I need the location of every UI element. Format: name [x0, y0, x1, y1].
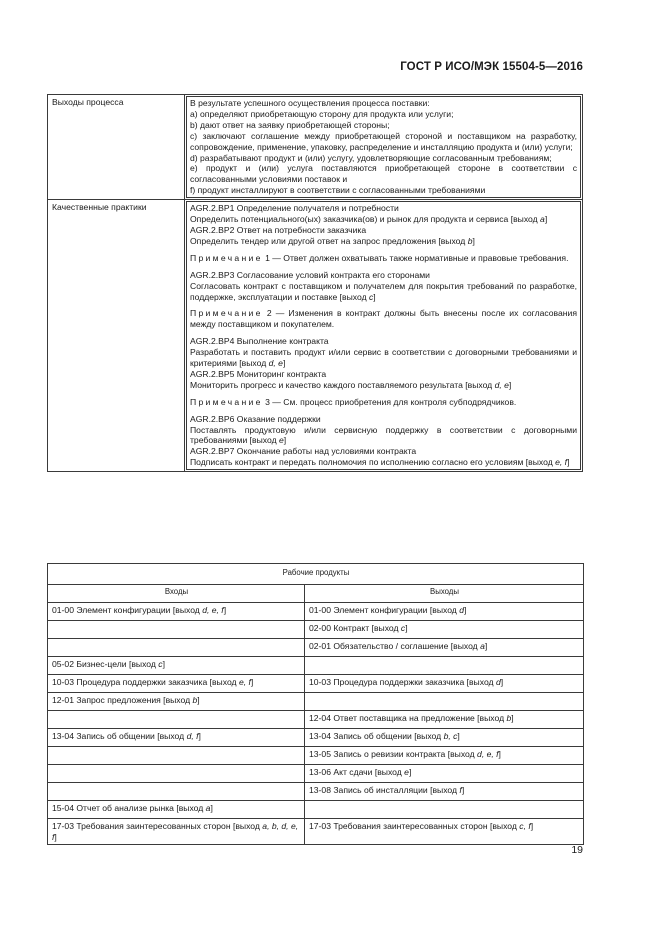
- cell-text: 12-01 Запрос предложения [выход: [52, 695, 193, 705]
- input-cell: 05-02 Бизнес-цели [выход c]: [48, 657, 305, 675]
- bp5-title: AGR.2.BP5 Мониторинг контракта: [190, 368, 327, 379]
- input-cell: 10-03 Процедура поддержки заказчика [выход e, f]: [48, 675, 305, 693]
- output-cell: 13-04 Запись об общении [выход b, c]: [305, 729, 584, 747]
- input-cell: 17-03 Требования заинтересованных сторон [выход a, b, d, e, f]: [48, 819, 305, 845]
- process-outputs-content: [186, 96, 581, 198]
- output-cell: 12-04 Ответ поставщика на предложение [выход b]: [305, 711, 584, 729]
- base-practices-label: Качественные практики: [48, 200, 185, 472]
- cell-text: 17-03 Требования заинтересованных сторон [выход: [52, 821, 263, 831]
- base-practices-content: [186, 201, 581, 470]
- cell-ref: d, f: [186, 731, 199, 741]
- outputs-item-f: f) продукт инсталлируют в соответствии с согласованными требованиями: [190, 185, 486, 196]
- cell-text: 13-06 Акт сдачи [выход: [309, 767, 405, 777]
- outputs-intro: В результате успешного осуществления процесса поставки:: [190, 98, 430, 108]
- cell-text: 12-04 Ответ поставщика на предложение [выход: [309, 713, 507, 723]
- cell-ref: b: [506, 713, 512, 723]
- cell-ref: b, c: [443, 731, 458, 741]
- output-cell: [305, 657, 584, 675]
- table-row: [48, 765, 584, 783]
- input-cell: [48, 621, 305, 639]
- output-cell: 13-08 Запись об инсталляции [выход f]: [305, 783, 584, 801]
- output-cell: 01-00 Элемент конфигурации [выход d]: [305, 603, 584, 621]
- input-cell: [48, 765, 305, 783]
- cell-ref: a, b, d, e, f: [52, 821, 299, 842]
- bp4-description: Разработать и поставить продукт и/или сервис в соответствии с договорными требованиями и критериями [выход d, e]: [190, 347, 577, 369]
- table-row: [48, 675, 584, 693]
- input-cell: 01-00 Элемент конфигурации [выход d, e, f]: [48, 603, 305, 621]
- cell-text: 13-04 Запись об общении [выход: [309, 731, 444, 741]
- bp2-title: AGR.2.BP2 Ответ на потребности заказчика: [190, 224, 367, 235]
- cell-ref: d: [459, 605, 464, 615]
- bp3-description: Согласовать контракт с поставщиком и получателем для покрытия требований по разработке, поддержке, эксплуатации и поставке [выход c]: [190, 280, 577, 302]
- input-cell: [48, 639, 305, 657]
- note-1: Примечание 1 — Ответ должен охватывать также нормативные и правовые требования.: [190, 252, 569, 263]
- input-cell: [48, 747, 305, 765]
- bp7-description: Подписать контракт и передать полномочия по исполнению согласно его условиям [выход e, f]: [190, 457, 570, 468]
- cell-text: 15-04 Отчет об анализе рынка [выход: [52, 803, 206, 813]
- output-cell: 10-03 Процедура поддержки заказчика [выход d]: [305, 675, 584, 693]
- bp1-description: Определить потенциального(ых) заказчика(ов) и рынок для продукта и сервиса [выход a]: [190, 214, 548, 225]
- bp7-title: AGR.2.BP7 Окончание работы над условиями контракта: [190, 446, 417, 457]
- cell-ref: d, e, f: [477, 749, 499, 759]
- bp4-title: AGR.2.BP4 Выполнение контракта: [190, 336, 329, 347]
- output-cell: 17-03 Требования заинтересованных сторон [выход c, f]: [305, 819, 584, 845]
- table-row: [48, 801, 584, 819]
- outputs-column-header: Выходы: [305, 585, 584, 603]
- output-cell: [305, 801, 584, 819]
- process-description-table: [47, 94, 583, 472]
- outputs-item-c: c) заключают соглашение между приобретающей стороной и поставщиком на разработку, сопровождение, применение, упаковку, распределение и инсталляцию продукта и (или) услуги;: [190, 130, 577, 152]
- cell-ref: d: [495, 677, 501, 687]
- table-row: [48, 747, 584, 765]
- cell-ref: b: [192, 695, 198, 705]
- table-row: [48, 729, 584, 747]
- cell-ref: c, f: [519, 821, 531, 831]
- cell-ref: a: [480, 641, 485, 651]
- base-practices-row: [48, 200, 583, 472]
- work-products-caption: Рабочие продукты: [48, 564, 584, 585]
- table-row: [48, 711, 584, 729]
- input-cell: 13-04 Запись об общении [выход d, f]: [48, 729, 305, 747]
- table-row: [48, 621, 584, 639]
- note-3: Примечание 3 — См. процесс приобретения для контроля субподрядчиков.: [190, 396, 517, 407]
- cell-text: 10-03 Процедура поддержки заказчика [выход: [309, 677, 496, 687]
- input-cell: [48, 783, 305, 801]
- table-row: [48, 603, 584, 621]
- table-row: [48, 657, 584, 675]
- input-cell: [48, 711, 305, 729]
- cell-text: 02-00 Контракт [выход: [309, 623, 401, 633]
- cell-ref: e: [404, 767, 409, 777]
- bp6-description: Поставлять продуктовую и/или сервисную поддержку в соответствии с договорными требованиями [выход e]: [190, 424, 577, 446]
- table-row: [48, 639, 584, 657]
- output-cell: 02-01 Обязательство / соглашение [выход a]: [305, 639, 584, 657]
- table-row: [48, 819, 584, 845]
- input-cell: 12-01 Запрос предложения [выход b]: [48, 693, 305, 711]
- cell-ref: d, e, f: [202, 605, 224, 615]
- input-cell: 15-04 Отчет об анализе рынка [выход a]: [48, 801, 305, 819]
- cell-text: 10-03 Процедура поддержки заказчика [выход: [52, 677, 239, 687]
- outputs-item-a: a) определяют приобретающую сторону для продукта или услуги;: [190, 108, 454, 119]
- output-cell: 02-00 Контракт [выход c]: [305, 621, 584, 639]
- outputs-item-b: b) дают ответ на заявку приобретающей стороны;: [190, 119, 390, 130]
- process-outputs-label: Выходы процесса: [48, 95, 185, 200]
- cell-text: 01-00 Элемент конфигурации [выход: [309, 605, 460, 615]
- cell-ref: e, f: [238, 677, 251, 687]
- process-outputs-row: [48, 95, 583, 200]
- work-products-rows: [48, 603, 584, 845]
- bp5-description: Мониторить прогресс и качество каждого поставляемого результата [выход d, e]: [190, 379, 512, 390]
- output-cell: 13-05 Запись о ревизии контракта [выход d, e, f]: [305, 747, 584, 765]
- inputs-column-header: Входы: [48, 585, 305, 603]
- bp1-title: AGR.2.BP1 Определение получателя и потребности: [190, 203, 399, 214]
- cell-text: 13-05 Запись о ревизии контракта [выход: [309, 749, 478, 759]
- cell-ref: f: [459, 785, 462, 795]
- table-row: [48, 783, 584, 801]
- bp6-title: AGR.2.BP6 Оказание поддержки: [190, 413, 321, 424]
- bp3-title: AGR.2.BP3 Согласование условий контракта его сторонами: [190, 269, 430, 280]
- cell-text: 17-03 Требования заинтересованных сторон [выход: [309, 821, 520, 831]
- work-products-table: [47, 563, 584, 845]
- cell-ref: a: [205, 803, 211, 813]
- page-number: 19: [571, 844, 583, 856]
- bp2-description: Определить тендер или другой ответ на запрос предложения [выход b]: [190, 235, 475, 246]
- outputs-item-d: d) разрабатывают продукт и (или) услугу, удовлетворяющие согласованным требованиям;: [190, 152, 552, 163]
- cell-ref: c: [400, 623, 406, 633]
- table-row: [48, 693, 584, 711]
- cell-text: 13-08 Запись об инсталляции [выход: [309, 785, 460, 795]
- outputs-item-e: e) продукт и (или) услуга поставляются приобретающей стороне в соответствии с согласованными условиями поставок и: [190, 163, 577, 185]
- cell-text: 02-01 Обязательство / соглашение [выход: [309, 641, 481, 651]
- cell-ref: c: [158, 659, 163, 669]
- output-cell: [305, 693, 584, 711]
- note-2: Примечание 2 — Изменения в контракт должны быть внесены после их согласования между поставщиком и покупателем.: [190, 308, 577, 330]
- document-header-title: ГОСТ Р ИСО/МЭК 15504-5—2016: [400, 61, 583, 73]
- output-cell: 13-06 Акт сдачи [выход e]: [305, 765, 584, 783]
- cell-text: 13-04 Запись об общении [выход: [52, 731, 187, 741]
- cell-text: 05-02 Бизнес-цели [выход: [52, 659, 159, 669]
- cell-text: 01-00 Элемент конфигурации [выход: [52, 605, 203, 615]
